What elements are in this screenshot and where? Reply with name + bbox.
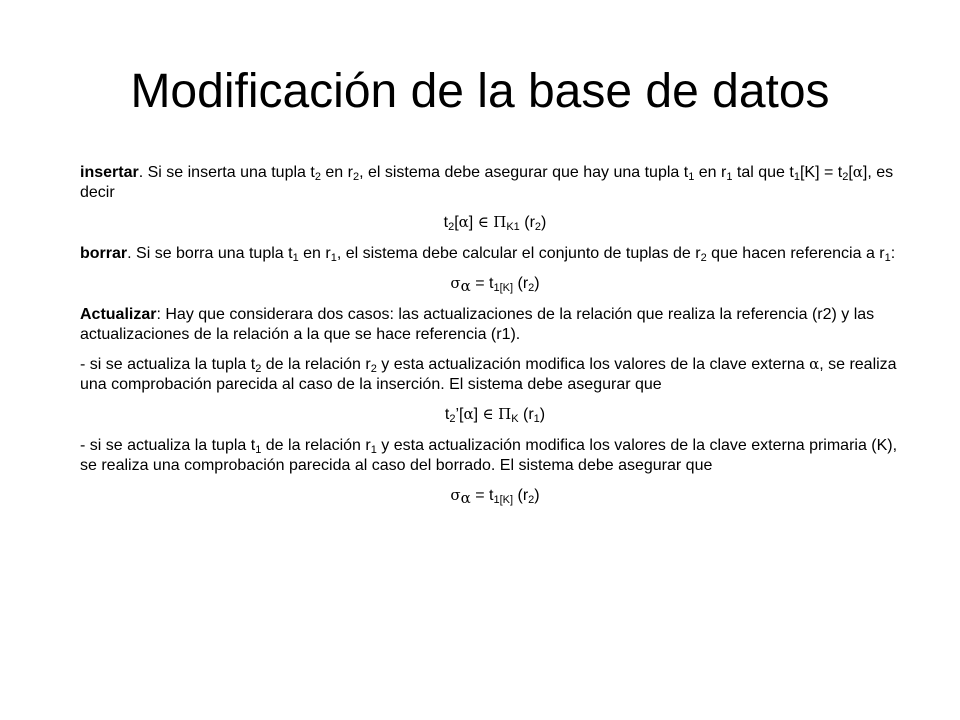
paragraph-insertar: insertar. Si se inserta una tupla $t_2$ en $r_2$, el sistema debe asegurar que hay una tupla $t_1$ en $r_1$ tal que $t_1[K] = t_2[\alpha]$, es decir: [80, 163, 894, 201]
paragraph-borrar: borrar. Si se borra una tupla $t_1$ en $r_1$, el sistema debe calcular el conjunto de tuplas de $r_2$ que hacen referencia a $r_1$:: [80, 245, 896, 264]
equation-update-1: $t_2’[\alpha]$ ∈ $\Pi_K$ $(r_1)$: [444, 405, 546, 425]
slide-title: Modificación de la base de datos: [130, 65, 830, 118]
paragraph-update-case-2: - si se actualiza la tupla $t_1$ de la relación $r_1$ y esta actualización modifica los valores de la clave externa primaria (K), se realiza una comprobación parecida al caso del borrado. El sistema debe asegurar que: [80, 437, 898, 474]
paragraph-actualizar: Actualizar: Hay que considerara dos casos: las actualizaciones de la relación que realiza la referencia (r2) y las actualizaciones de la relación a la que se hace referencia (r1).: [80, 306, 875, 343]
keyword-borrar: borrar: [80, 245, 128, 262]
paragraph-update-case-1: - si se actualiza la tupla $t_2$ de la relación $r_2$ y esta actualización modifica los valores de la clave externa α, se realiza una comprobación parecida al caso de la inserción. El sistema debe asegurar que: [80, 355, 897, 393]
equation-insert: $t_2[\alpha]$ ∈ $\Pi_{K1}$ $(r_2)$: [443, 213, 547, 233]
equation-update-2: $\sigma_\alpha = t_{1[K]}$ $(r_2)$: [450, 486, 540, 507]
equation-delete: $\sigma_\alpha = t_{1[K]}$ $(r_2)$: [450, 274, 540, 295]
keyword-insertar: insertar: [80, 164, 139, 181]
keyword-actualizar: Actualizar: [80, 306, 157, 323]
slide-body: [80, 162, 910, 517]
